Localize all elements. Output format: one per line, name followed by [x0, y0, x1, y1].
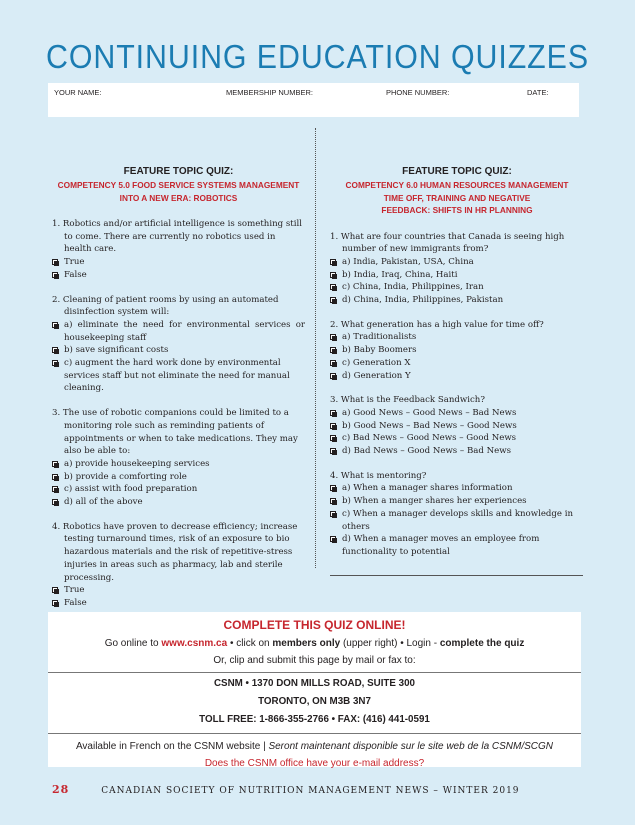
checkbox-icon[interactable] [52, 360, 58, 366]
your-name-field[interactable]: YOUR NAME: [54, 88, 102, 97]
checkbox-icon[interactable] [52, 474, 58, 480]
checkbox-icon[interactable] [330, 360, 336, 366]
checkbox-icon[interactable] [52, 499, 58, 505]
address-line: TORONTO, ON M3B 3N7 [258, 696, 371, 707]
competency-label: COMPETENCY 6.0 HUMAN RESOURCES MANAGEMENT [345, 180, 569, 190]
member-info-fields [48, 83, 579, 117]
question-4 [52, 521, 305, 610]
topic-label: TIME OFF, TRAINING AND NEGATIVE FEEDBACK: SHIFTS IN HR PLANNING [381, 192, 533, 215]
answer-option[interactable] [52, 471, 305, 484]
answer-option[interactable] [330, 357, 584, 370]
answer-option[interactable] [330, 407, 584, 420]
topic-label: INTO A NEW ERA: ROBOTICS [119, 192, 238, 203]
question-4 [330, 470, 584, 559]
checkbox-icon[interactable] [52, 347, 58, 353]
option-label: False [64, 597, 87, 608]
checkbox-icon[interactable] [330, 284, 336, 290]
option-label: d) Bad News – Good News – Bad News [342, 446, 512, 457]
answer-option[interactable] [330, 495, 584, 508]
answer-option[interactable] [330, 269, 584, 282]
option-label: c) China, India, Philippines, Iran [342, 282, 484, 293]
question-stem: 4. Robotics have proven to decrease efficiency; increase testing turnaround times, risk of an exposure to bio hazardous materials and the risk of repetitive-stress injuries in areas such as pharmacy, lab and sterile processing. [52, 521, 298, 583]
question-2 [330, 319, 584, 383]
answer-option[interactable] [330, 256, 584, 269]
option-label: c) Bad News – Good News – Good News [342, 433, 517, 444]
option-label: True [64, 257, 85, 268]
option-label: d) Generation Y [342, 370, 411, 381]
competency-label: COMPETENCY 5.0 FOOD SERVICE SYSTEMS MANAGEMENT [57, 180, 300, 190]
instruction-text: (upper right) • Login - [342, 638, 438, 649]
answer-option[interactable] [52, 319, 305, 344]
question-stem: 1. What are four countries that Canada is seeing high number of new immigrants from? [330, 231, 565, 255]
answer-option[interactable] [52, 597, 305, 610]
option-label: c) Generation X [342, 357, 411, 368]
quiz-heading: FEATURE TOPIC QUIZ: [123, 166, 234, 177]
answer-option[interactable] [52, 458, 305, 471]
checkbox-icon[interactable] [330, 373, 336, 379]
option-label: a) provide housekeeping services [64, 458, 210, 469]
answer-option[interactable] [330, 432, 584, 445]
answer-option[interactable] [52, 256, 305, 269]
divider [48, 672, 581, 673]
email-question: Does the CSNM office have your e-mail address? [204, 758, 425, 769]
option-label: b) When a manger shares her experiences [342, 496, 527, 507]
website-link[interactable]: www.csnm.ca [161, 638, 228, 649]
option-label: b) Good News – Bad News – Good News [342, 420, 517, 431]
quiz-right [330, 165, 584, 559]
question-stem: 2. What generation has a high value for time off? [330, 319, 544, 330]
answer-option[interactable] [330, 331, 584, 344]
checkbox-icon[interactable] [330, 423, 336, 429]
checkbox-icon[interactable] [330, 410, 336, 416]
column-divider [315, 128, 316, 568]
question-stem: 4. What is mentoring? [330, 470, 427, 481]
answer-option[interactable] [330, 370, 584, 383]
date-field[interactable]: DATE: [527, 88, 549, 97]
answer-option[interactable] [330, 420, 584, 433]
checkbox-icon[interactable] [330, 272, 336, 278]
option-label: d) China, India, Philippines, Pakistan [342, 295, 504, 306]
question-stem: 3. The use of robotic companions could be limited to a monitoring role such as reminding patients of appointments or when to take medications. They may also be able to: [52, 408, 298, 457]
checkbox-icon[interactable] [52, 587, 58, 593]
option-label: a) Good News – Good News – Bad News [342, 407, 517, 418]
checkbox-icon[interactable] [330, 297, 336, 303]
option-label: d) all of the above [64, 497, 143, 508]
page-title: CONTINUING EDUCATION QUIZZES [45, 38, 590, 75]
membership-number-field[interactable]: MEMBERSHIP NUMBER: [226, 88, 313, 97]
answer-option[interactable] [330, 482, 584, 495]
checkbox-icon[interactable] [52, 486, 58, 492]
checkbox-icon[interactable] [330, 485, 336, 491]
checkbox-icon[interactable] [330, 448, 336, 454]
phone-number-field[interactable]: PHONE NUMBER: [386, 88, 450, 97]
answer-option[interactable] [52, 584, 305, 597]
answer-option[interactable] [330, 508, 584, 533]
question-1 [330, 231, 584, 307]
question-1 [52, 218, 305, 282]
option-label: c) When a manager develops skills and knowledge in others [342, 508, 574, 532]
page-number: 28 [52, 783, 70, 796]
answer-option[interactable] [52, 496, 305, 509]
clip-instructions: Or, clip and submit this page by mail or fax to: [213, 655, 416, 666]
checkbox-icon[interactable] [52, 272, 58, 278]
option-label: a) India, Pakistan, USA, China [342, 256, 474, 267]
option-label: b) Baby Boomers [342, 345, 417, 356]
page-footer [52, 783, 520, 796]
checkbox-icon[interactable] [52, 322, 58, 328]
answer-end-rule [330, 575, 583, 576]
option-label: True [64, 585, 85, 596]
answer-option[interactable] [52, 483, 305, 496]
quiz-left [52, 165, 305, 610]
checkbox-icon[interactable] [330, 347, 336, 353]
instruction-text: • click on [229, 638, 270, 649]
answer-option[interactable] [330, 281, 584, 294]
answer-option[interactable] [52, 357, 305, 395]
contact-line: TOLL FREE: 1-866-355-2766 • FAX: (416) 441-0591 [199, 714, 430, 725]
option-label: b) save significant costs [64, 345, 169, 356]
answer-option[interactable] [330, 445, 584, 458]
publication-name: CANADIAN SOCIETY OF NUTRITION MANAGEMENT NEWS – WINTER 2019 [101, 786, 520, 796]
question-3 [52, 407, 305, 509]
french-note [48, 741, 581, 752]
question-stem: 1. Robotics and/or artificial intelligence is something still to come. There are currently no robotics used in health care. [52, 219, 302, 255]
question-2 [52, 294, 305, 396]
members-only-label: members only [272, 638, 341, 649]
checkbox-icon[interactable] [52, 600, 58, 606]
panel-title: COMPLETE THIS QUIZ ONLINE! [223, 618, 406, 632]
checkbox-icon[interactable] [330, 511, 336, 517]
answer-option[interactable] [52, 269, 305, 282]
quiz-heading: FEATURE TOPIC QUIZ: [402, 166, 512, 177]
french-note-text: Available in French on the CSNM website | [75, 741, 266, 752]
checkbox-icon[interactable] [330, 334, 336, 340]
checkbox-icon[interactable] [330, 498, 336, 504]
french-note-text: Seront maintenant disponible sur le site web de la CSNM/SCGN [268, 741, 554, 752]
checkbox-icon[interactable] [330, 259, 336, 265]
checkbox-icon[interactable] [330, 536, 336, 542]
online-instructions [48, 638, 581, 649]
checkbox-icon[interactable] [330, 435, 336, 441]
answer-option[interactable] [330, 344, 584, 357]
submit-panel [48, 612, 581, 767]
complete-quiz-label: complete the quiz [439, 638, 525, 649]
instruction-text: Go online to [104, 638, 159, 649]
checkbox-icon[interactable] [52, 461, 58, 467]
option-label: c) augment the hard work done by environmental services staff but not eliminate the need for manual cleaning. [64, 358, 290, 394]
divider [48, 733, 581, 734]
question-stem: 2. Cleaning of patient rooms by using an automated disinfection system will: [52, 294, 279, 318]
address-line: CSNM • 1370 DON MILLS ROAD, SUITE 300 [213, 678, 416, 689]
answer-option[interactable] [330, 533, 584, 558]
option-label: d) When a manager moves an employee from functionality to potential [342, 534, 540, 557]
option-label: a) Traditionalists [342, 332, 417, 343]
option-label: a) eliminate the need for environmental services or housekeeping staff [64, 319, 305, 343]
option-label: c) assist with food preparation [64, 484, 198, 495]
question-3 [330, 394, 584, 458]
option-label: a) When a manager shares information [342, 483, 513, 494]
answer-option[interactable] [52, 344, 305, 357]
option-label: b) provide a comforting role [64, 471, 187, 482]
option-label: b) India, Iraq, China, Haiti [342, 269, 458, 280]
answer-option[interactable] [330, 294, 584, 307]
option-label: False [64, 269, 87, 280]
checkbox-icon[interactable] [52, 259, 58, 265]
question-stem: 3. What is the Feedback Sandwich? [330, 395, 485, 406]
